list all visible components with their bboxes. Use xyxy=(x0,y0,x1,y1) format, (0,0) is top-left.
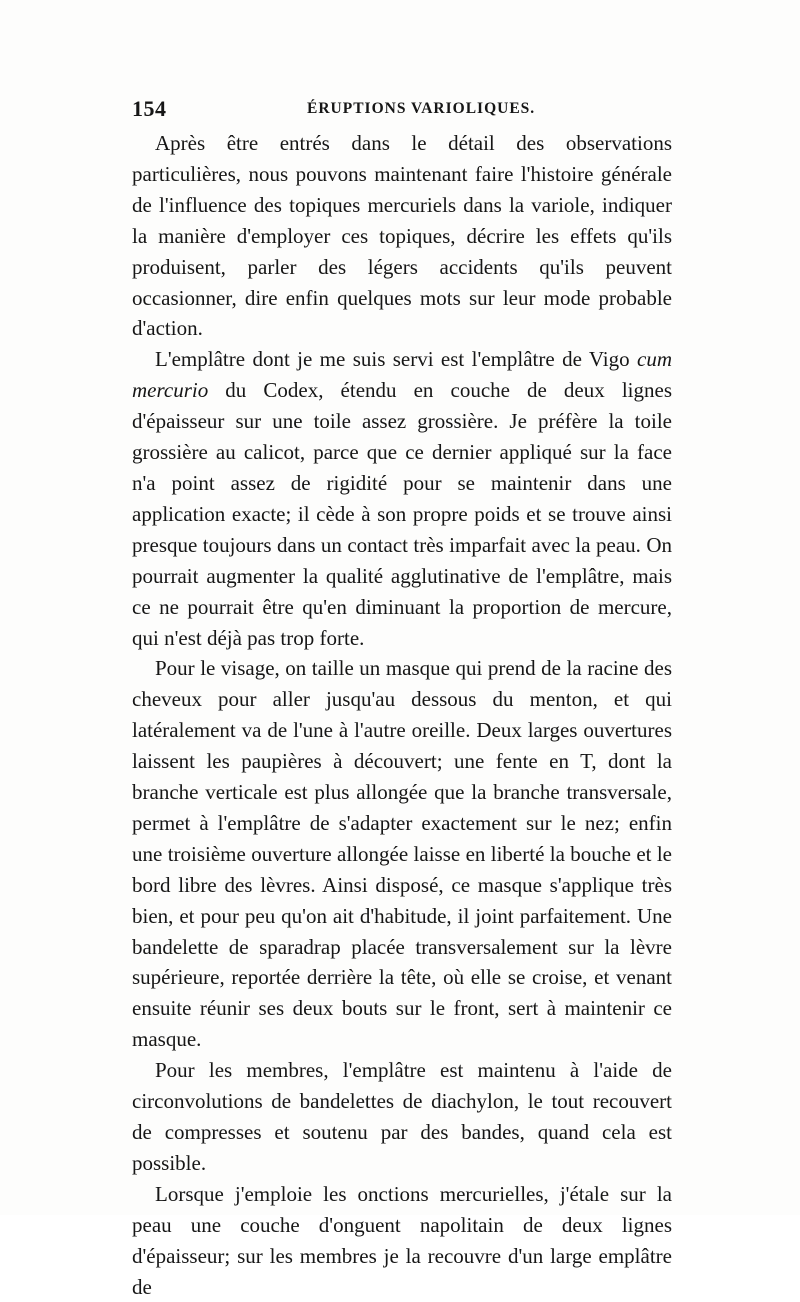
paragraph-vigo-plaster xyxy=(132,344,672,653)
paragraph-general-history: Après être entrés dans le détail des observations particulières, nous pouvons maintenant faire l'histoire générale de l'influence des topiques mercuriels dans la variole, indiquer la manière d'employer ces topiques, décrire les effets qu'ils produisent, parler des légers accidents qu'ils peuvent occasionner, dire enfin quelques mots sur leur mode probable d'action. xyxy=(132,131,672,341)
running-title: ÉRUPTIONS VARIOLIQUES. xyxy=(307,100,536,117)
latin-term-cum-mercurio: cum mercurio xyxy=(132,347,672,403)
paragraph-vigo-plaster-start: L'emplâtre dont je me suis servi est l'emplâtre de Vigo xyxy=(155,347,637,372)
body-text xyxy=(132,128,672,1302)
paragraph-mercurial-ointment: Lorsque j'emploie les onctions mercurielles, j'étale sur la peau une couche d'onguent napolitain de deux lignes d'épaisseur; sur les membres je la recouvre d'un large emplâtre de xyxy=(132,1181,672,1299)
page-header xyxy=(132,96,672,126)
paragraph-face-mask: Pour le visage, on taille un masque qui prend de la racine des cheveux pour aller jusqu'au dessous du menton, et qui latéralement va de l'une à l'autre oreille. Deux larges ouvertures laissent les paupières à découvert; une fente en T, dont la branche verticale est plus allongée que la branche transversale, permet à l'emplâtre de s'adapter exactement sur le nez; enfin une troisième ouverture allongée laisse en liberté la bouche et le bord libre des lèvres. Ainsi disposé, ce masque s'applique très bien, et pour peu qu'on ait d'habitude, il joint parfaitement. Une bandelette de sparadrap placée transversalement sur la lèvre supérieure, reportée derrière la tête, où elle se croise, et venant ensuite réunir ses deux bouts sur le front, sert à maintenir ce masque. xyxy=(132,656,672,1052)
paragraph-vigo-plaster-rest: du Codex, étendu en couche de deux lignes d'épaisseur sur une toile assez grossière. Je préfère la toile grossière au calicot, parce que ce dernier appliqué sur la face n'a point assez de rigidité pour se maintenir dans une application exacte; il cède à son propre poids et se trouve ainsi presque toujours dans un contact très imparfait avec la peau. On pourrait augmenter la qualité agglutinative de l'emplâtre, mais ce ne pourrait être qu'en diminuant la proportion de mercure, qui n'est déjà pas trop forte. xyxy=(132,378,672,650)
paragraph-limbs: Pour les membres, l'emplâtre est maintenu à l'aide de circonvolutions de bandelettes de diachylon, le tout recouvert de compresses et soutenu par des bandes, quand cela est possible. xyxy=(132,1058,672,1175)
page-number: 154 xyxy=(132,96,167,121)
